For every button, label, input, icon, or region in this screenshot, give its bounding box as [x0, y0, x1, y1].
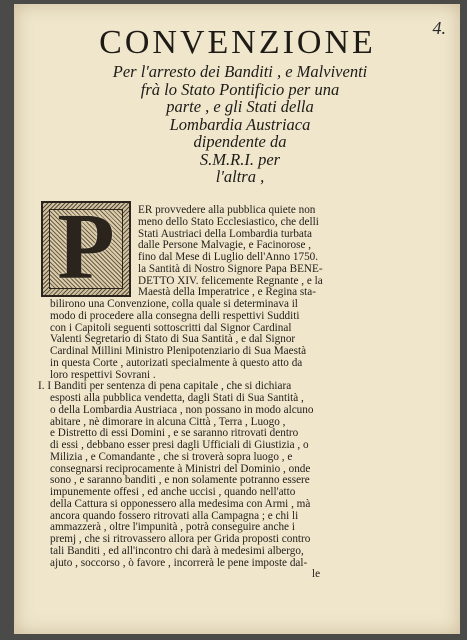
body-line: ajuto , soccorso , ò favore , incorrerà le pene imposte dal- [50, 556, 308, 569]
subtitle-line: frà lo Stato Pontificio per una [140, 79, 340, 99]
body-line: Milizia , e Comandante , che si troverà sopra luogo , e [50, 450, 293, 463]
body-line: esposti alla pubblica vendetta, dagli Stati di Sua Santità , [50, 392, 304, 404]
body-line: le [312, 568, 321, 581]
body-line: ammazzerà , oltre l'impunità , potrà conseguire anche i [50, 521, 295, 534]
body-line: tali Banditi , ed all'incontro chi darà à medesimi albergo, [50, 544, 304, 557]
subtitle-line: parte , e gli Stati della [166, 97, 314, 116]
body-line: dalle Persone Malvagie, e Facinorose , [138, 239, 312, 252]
page-number: 4. [432, 18, 446, 38]
body-line: sono , e saranno banditi , e non solamente potranno essere [50, 474, 310, 487]
body-line: DETTO XIV. felicemente Regnante , e la [138, 274, 323, 287]
body-line: loro respettivi Sovrani . [50, 368, 156, 381]
body-line: con i Capitoli seguenti sottoscritti dal Signor Cardinal [50, 321, 292, 334]
body-line: in questa Corte , autorizati specialmente à questo atto da [50, 356, 303, 369]
body-line: di essi , debbano esser presi dagli Ufficiali di Giustizia , o [50, 439, 309, 451]
body-line: Maestà della Imperatrice , e Regina sta- [138, 286, 316, 299]
body-line: premj , che si ritrovassero allora per Grida proposti contro [50, 533, 311, 545]
document-title: CONVENZIONE [99, 24, 376, 61]
body-line: impunemente offesi , ed anche uccisi , quando nell'atto [50, 486, 296, 498]
body-line: e Distretto di essi Domini , e se saranno ritrovati dentro [50, 427, 299, 440]
body-line: Valenti Segretario di Stato di Sua Santità , e dal Signor [50, 333, 296, 346]
body-line: consegnarsi reciprocamente à Ministri del Dominio , onde [50, 462, 311, 475]
initial-letter: P [57, 195, 115, 299]
body-line: bilirono una Convenzione, colla quale si determinava il [50, 298, 298, 310]
body-line: Stati Austriaci della Lombardia turbata [138, 227, 312, 240]
body-line: la Santità di Nostro Signore Papa BENE- [138, 262, 323, 275]
body-line: I. I Banditi per sentenza di pena capitale , che si dichiara [38, 380, 292, 393]
document-subtitle [55, 63, 425, 186]
body-line: ER provvedere alla pubblica quiete non [138, 204, 316, 216]
body-line: della Cattura si opponessero alla medesima con Armi , mà [50, 497, 311, 510]
body-line: o della Lombardia Austriaca , non possano in modo alcuno [50, 403, 314, 416]
subtitle-line: dipendente da [193, 132, 287, 151]
body-line: ancora quando fossero ritrovati alla Campagna ; e chi li [50, 509, 299, 522]
subtitle-line: S.M.R.I. per [199, 149, 281, 169]
body-line: meno dello Stato Ecclesiastico, che delli [138, 215, 319, 228]
body-line: Cardinal Millini Ministro Plenipotenziario di Sua Maestà [50, 345, 307, 357]
subtitle-line: Per l'arresto dei Banditi , e Malviventi [112, 62, 368, 81]
body-line: abitare , nè dimorare in alcuna Città , Terra , Luogo , [50, 415, 286, 428]
body-line: fino dal Mese di Luglio dell'Anno 1750. [138, 251, 319, 263]
subtitle-line: l'altra , [215, 167, 265, 186]
subtitle-line: Lombardia Austriaca [169, 114, 311, 134]
document-body [38, 204, 350, 581]
body-line: modo di procedere alla consegna delli respettivi Sudditi [50, 309, 300, 322]
